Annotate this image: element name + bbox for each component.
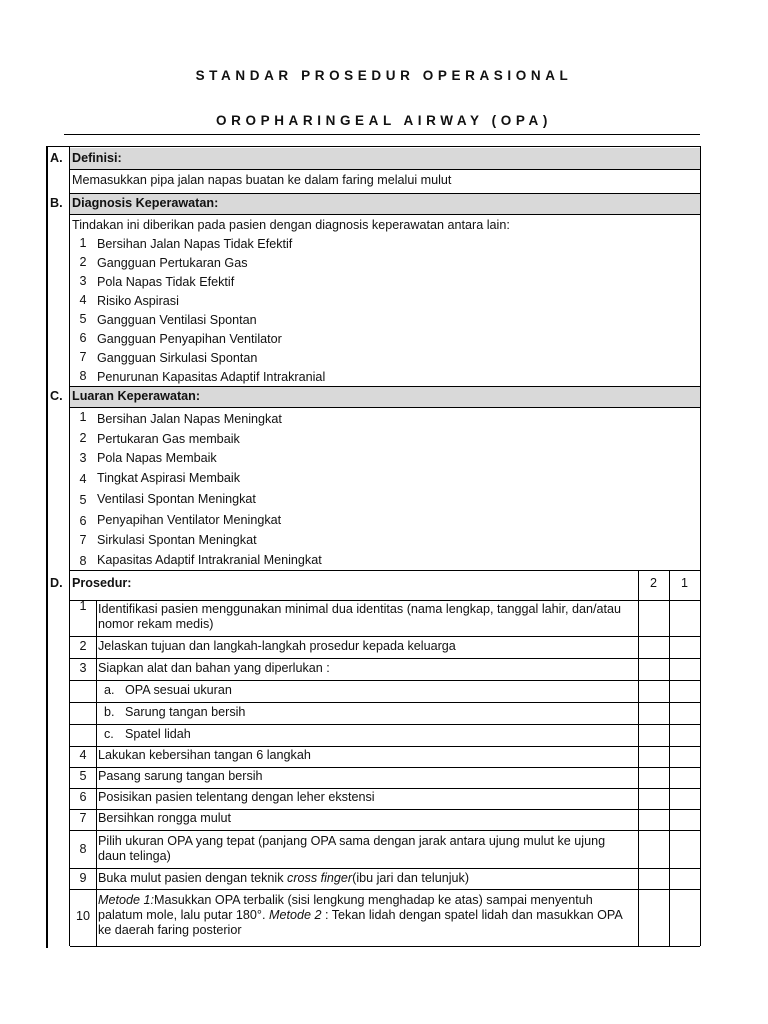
step-text: Buka mulut pasien dengan teknik cross finger(ibu jari dan telunjuk): [98, 871, 470, 885]
step-number: 10: [75, 909, 90, 923]
diagnosis-item: Gangguan Penyapihan Ventilator: [97, 332, 282, 346]
score-header-2: 2: [649, 576, 657, 590]
step-text: Metode 1:Masukkan OPA terbalik (sisi lengkung menghadap ke atas) sampai menyentuh palatum mole, lalu putar 180°. Metode 2 : Tekan lidah dengan spatel lidah dan masukkan OPA ke daerah faring posterior: [98, 893, 623, 937]
row-line: [70, 680, 700, 681]
row-line: [70, 746, 700, 747]
step-number-divider: [96, 600, 97, 946]
diagnosis-item: Bersihan Jalan Napas Tidak Efektif: [97, 237, 293, 251]
diagnosis-item: Gangguan Pertukaran Gas: [97, 256, 248, 270]
diagnosis-item: Penurunan Kapasitas Adaptif Intrakranial: [97, 370, 326, 384]
step-number: 1: [79, 599, 87, 613]
outcome-item: Ventilasi Spontan Meningkat: [97, 492, 256, 506]
outcome-number: 3: [79, 451, 87, 465]
step-number: 7: [79, 811, 87, 825]
outcome-number: 2: [79, 431, 87, 445]
diagnosis-item: Pola Napas Tidak Efektif: [97, 275, 235, 289]
document-subtitle: OROPHARINGEAL AIRWAY (OPA): [216, 113, 552, 128]
outcome-item: Pola Napas Membaik: [97, 451, 217, 465]
step-number: 5: [79, 769, 87, 783]
table-top-border: [46, 146, 701, 147]
substep-text: Sarung tangan bersih: [125, 705, 246, 719]
row-line: [70, 868, 700, 869]
outcome-number: 6: [79, 514, 87, 528]
section-a-bottom: [70, 169, 700, 170]
title-rule: [64, 134, 700, 135]
outcome-number: 7: [79, 533, 87, 547]
outcome-item: Pertukaran Gas membaik: [97, 432, 240, 446]
row-line: [70, 636, 700, 637]
step-text: Posisikan pasien telentang dengan leher ekstensi: [98, 790, 375, 804]
diagnosis-number: 6: [79, 331, 87, 345]
step-number: 8: [79, 842, 87, 856]
section-d-letter: D.: [50, 576, 63, 590]
row-line: [70, 946, 700, 947]
section-b-top: [70, 193, 700, 194]
diagnosis-number: 8: [79, 369, 87, 383]
substep-letter: a.: [104, 683, 115, 697]
row-line: [70, 724, 700, 725]
row-line: [70, 889, 700, 890]
row-line: [70, 658, 700, 659]
step-text: Jelaskan tujuan dan langkah-langkah prosedur kepada keluarga: [98, 639, 456, 653]
table-right-border: [700, 146, 701, 946]
row-line: [70, 788, 700, 789]
section-b-bottom: [70, 214, 700, 215]
diagnosis-number: 2: [79, 255, 87, 269]
substep-letter: b.: [104, 705, 115, 719]
substep-text: OPA sesuai ukuran: [125, 683, 232, 697]
diagnosis-number: 5: [79, 312, 87, 326]
diagnosis-number: 3: [79, 274, 87, 288]
document-title: STANDAR PROSEDUR OPERASIONAL: [195, 68, 573, 83]
step-text: Identifikasi pasien menggunakan minimal dua identitas (nama lengkap, tanggal lahir, dan/atau nomor rekam medis): [98, 602, 621, 631]
step-number: 3: [79, 661, 87, 675]
outcome-number: 5: [79, 493, 87, 507]
outcome-item: Tingkat Aspirasi Membaik: [97, 471, 241, 485]
step-text: Pasang sarung tangan bersih: [98, 769, 263, 783]
outcome-number: 8: [79, 554, 87, 568]
section-a-header-bg: [70, 148, 700, 169]
outcome-number: 1: [79, 410, 87, 424]
row-line: [70, 809, 700, 810]
section-c-letter: C.: [50, 389, 63, 403]
step-text: Lakukan kebersihan tangan 6 langkah: [98, 748, 311, 762]
diagnosis-number: 7: [79, 350, 87, 364]
step-text: Pilih ukuran OPA yang tepat (panjang OPA sama dengan jarak antara ujung mulut ke ujung daun telinga): [98, 834, 606, 863]
step-number: 6: [79, 790, 87, 804]
section-c-top: [70, 386, 700, 387]
score-header-1: 1: [680, 576, 688, 590]
outcome-item: Sirkulasi Spontan Meningkat: [97, 533, 257, 547]
row-line: [70, 600, 700, 601]
sop-table: [46, 146, 702, 948]
substep-letter: c.: [104, 727, 114, 741]
section-c-heading: Luaran Keperawatan:: [72, 389, 201, 403]
row-line: [70, 767, 700, 768]
step-number: 4: [79, 748, 87, 762]
step-text: Bersihkan rongga mulut: [98, 811, 232, 825]
section-a-heading: Definisi:: [72, 151, 122, 165]
outcome-item: Kapasitas Adaptif Intrakranial Meningkat: [97, 553, 322, 567]
substep-text: Spatel lidah: [125, 727, 191, 741]
diagnosis-number: 1: [79, 236, 87, 250]
step-number: 9: [79, 871, 87, 885]
diagnosis-number: 4: [79, 293, 87, 307]
outcome-item: Bersihan Jalan Napas Meningkat: [97, 412, 282, 426]
section-b-letter: B.: [50, 196, 63, 210]
table-left-border: [46, 146, 48, 948]
outcome-number: 4: [79, 472, 87, 486]
step-number: 2: [79, 639, 87, 653]
diagnosis-item: Gangguan Ventilasi Spontan: [97, 313, 257, 327]
section-b-intro: Tindakan ini diberikan pada pasien dengan diagnosis keperawatan antara lain:: [72, 218, 510, 232]
section-c-bottom: [70, 407, 700, 408]
diagnosis-item: Gangguan Sirkulasi Spontan: [97, 351, 258, 365]
diagnosis-item: Risiko Aspirasi: [97, 294, 179, 308]
outcome-item: Penyapihan Ventilator Meningkat: [97, 513, 282, 527]
section-a-letter: A.: [50, 151, 63, 165]
step-text: Siapkan alat dan bahan yang diperlukan :: [98, 661, 330, 675]
row-line: [70, 702, 700, 703]
section-b-heading: Diagnosis Keperawatan:: [72, 196, 219, 210]
section-d-top: [70, 570, 700, 571]
letter-column-divider: [69, 146, 70, 946]
section-a-definition: Memasukkan pipa jalan napas buatan ke dalam faring melalui mulut: [72, 173, 452, 187]
row-line: [70, 830, 700, 831]
section-d-heading: Prosedur:: [72, 576, 132, 590]
